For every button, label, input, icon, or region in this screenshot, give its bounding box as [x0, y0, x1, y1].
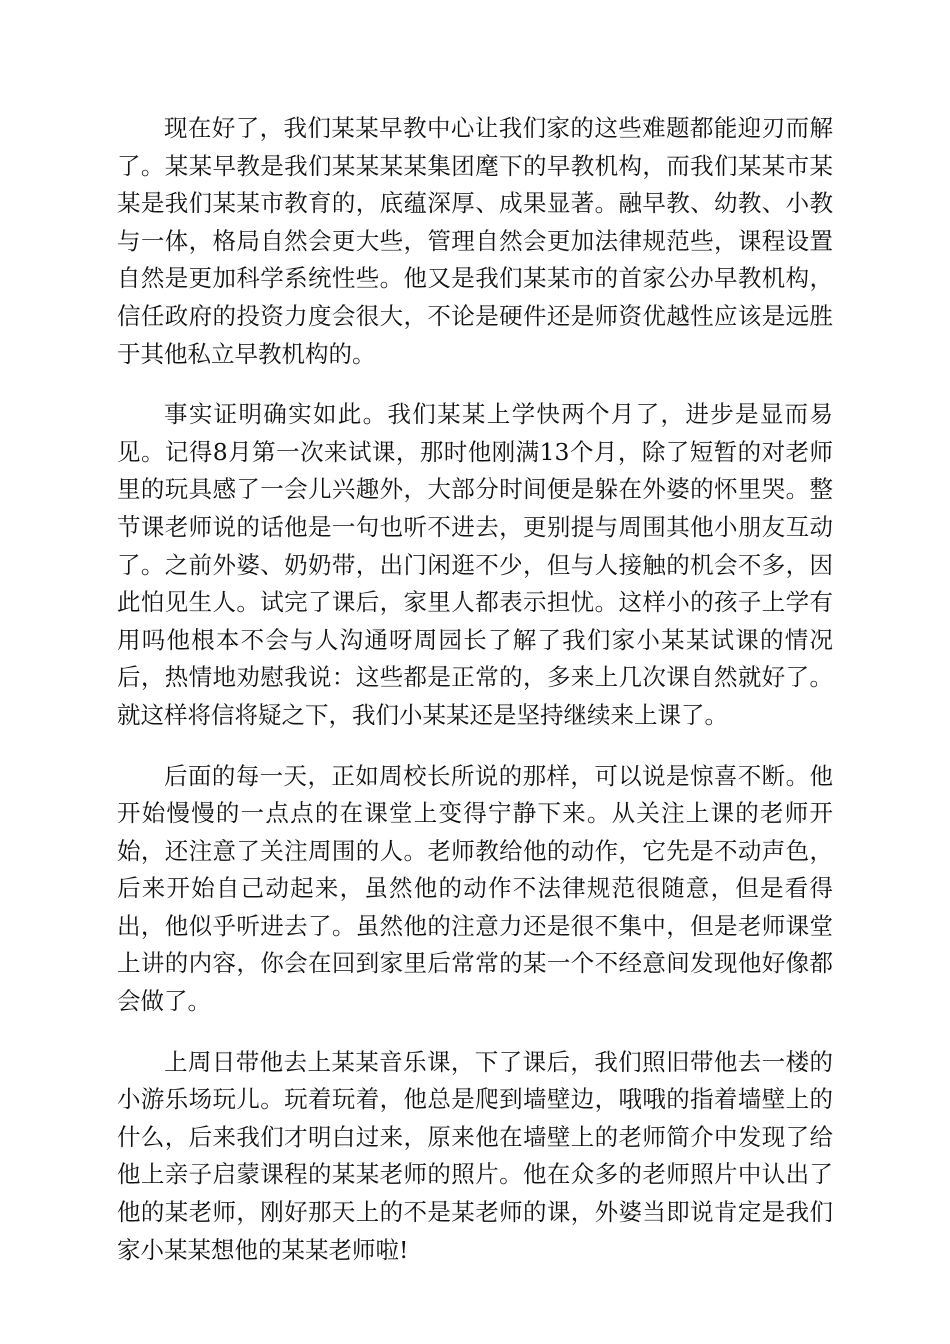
- document-body: [117, 110, 833, 1292]
- paragraph-2: 事实证明确实如此。我们某某上学快两个月了，进步是显而易见。记得8月第一次来试课，那时他刚满13个月，除了短暂的对老师里的玩具感了一会儿兴趣外，大部分时间便是躲在外婆的怀里哭。整节课老师说的话他是一句也听不进去，更别提与周围其他小朋友互动了。之前外婆、奶奶带，出门闲逛不少，但与人接触的机会不多，因此怕见生人。试完了课后，家里人都表示担忧。这样小的孩子上学有用吗他根本不会与人沟通呀周园长了解了我们家小某某试课的情况后，热情地劝慰我说：这些都是正常的，多来上几次课自然就好了。就这样将信将疑之下，我们小某某还是坚持继续来上课了。: [117, 400, 833, 729]
- paragraph-4: 上周日带他去上某某音乐课，下了课后，我们照旧带他去一楼的小游乐场玩儿。玩着玩着，他总是爬到墙壁边，哦哦的指着墙壁上的什么，后来我们才明白过来，原来他在墙壁上的老师简介中发现了给他上亲子启蒙课程的某某老师的照片。他在众多的老师照片中认出了他的某老师，刚好那天上的不是某老师的课，外婆当即说肯定是我们家小某某想他的某某老师啦!: [117, 1047, 833, 1264]
- paragraph-3: 后面的每一天，正如周校长所说的那样，可以说是惊喜不断。他开始慢慢的一点点的在课堂上变得宁静下来。从关注上课的老师开始，还注意了关注周围的人。老师教给他的动作，它先是不动声色，后来开始自己动起来，虽然他的动作不法律规范很随意，但是看得出，他似乎听进去了。虽然他的注意力还是很不集中，但是老师课堂上讲的内容，你会在回到家里后常常的某一个不经意间发现他好像都会做了。: [117, 761, 833, 1016]
- paragraph-1: 现在好了，我们某某早教中心让我们家的这些难题都能迎刃而解了。某某早教是我们某某某某集团麾下的早教机构，而我们某某市某某是我们某某市教育的，底蕴深厚、成果显著。融早教、幼教、小教与一体，格局自然会更大些，管理自然会更加法律规范些，课程设置自然是更加科学系统性些。他又是我们某某市的首家公办早教机构，信任政府的投资力度会很大，不论是硬件还是师资优越性应该是远胜于其他私立早教机构的。: [117, 114, 833, 368]
